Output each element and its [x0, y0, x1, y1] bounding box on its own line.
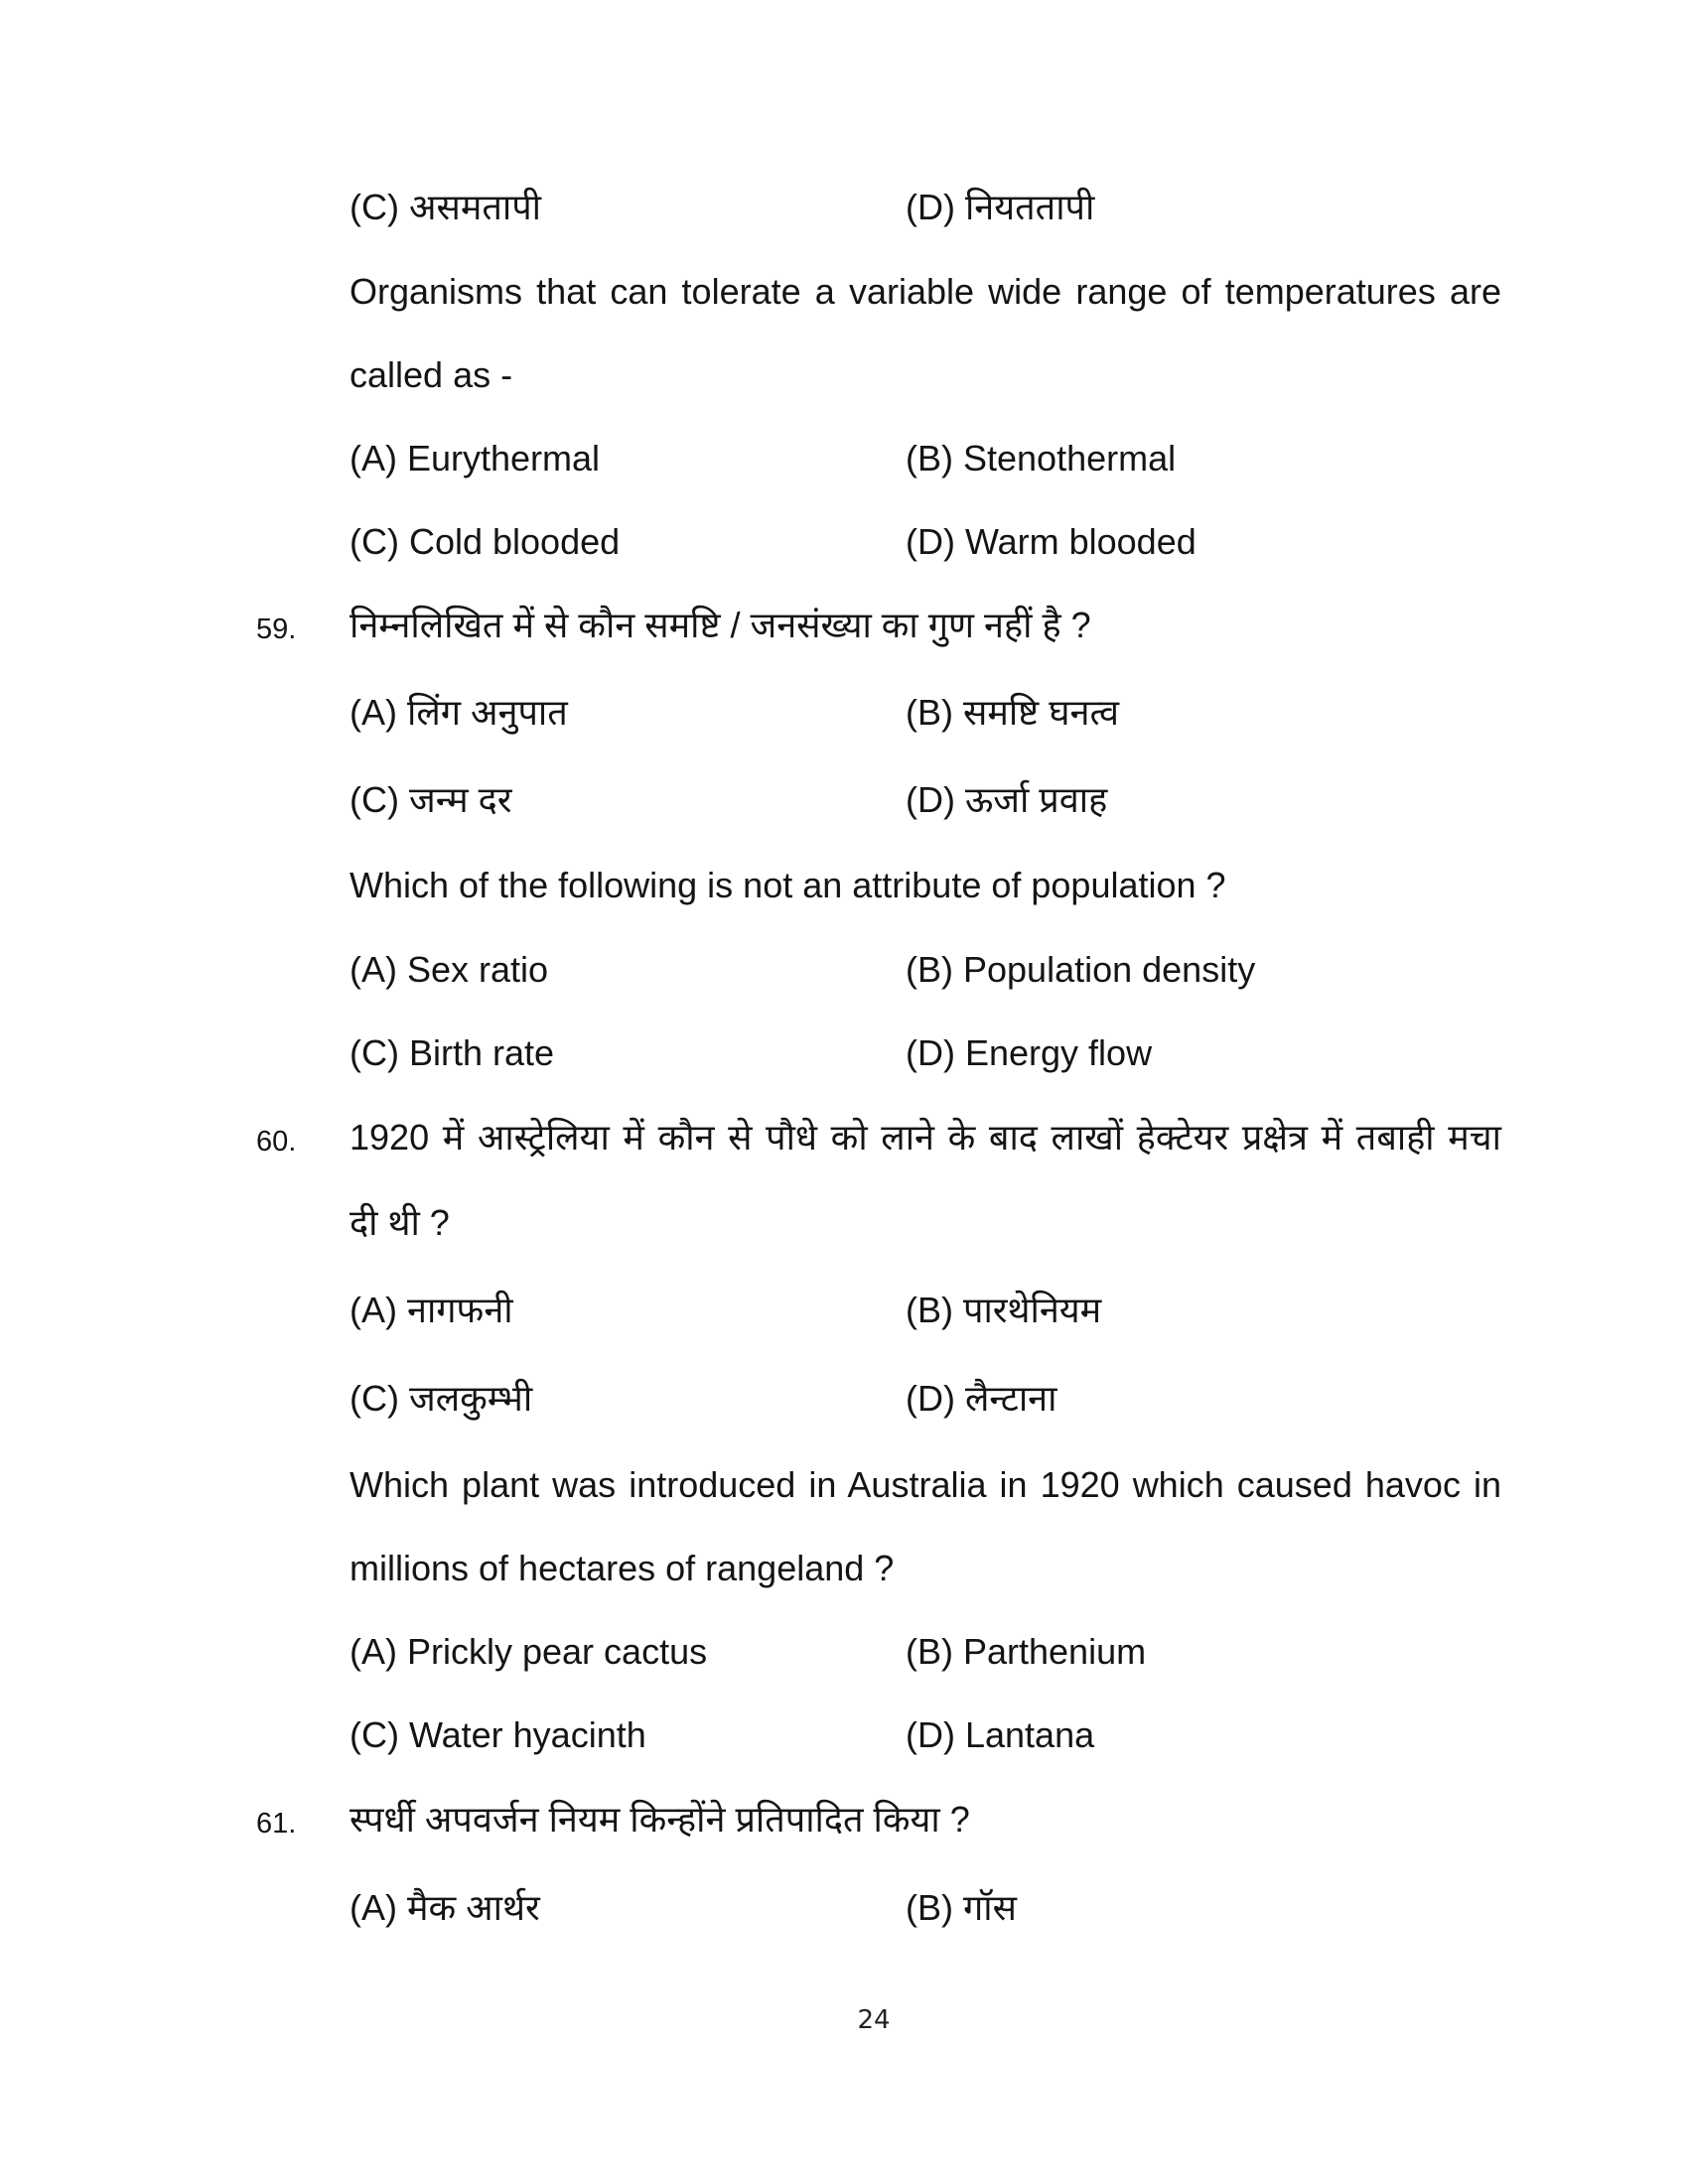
q60-hindi-option-c: (C) जलकुम्भी [350, 1378, 533, 1419]
q60-english-option-a: (A) Prickly pear cactus [350, 1631, 708, 1672]
q61-hindi-stem: स्पर्धी अपवर्जन नियम किन्होंने प्रतिपादित किया ? [350, 1799, 970, 1840]
question-number-61: 61. [256, 1808, 297, 1840]
q60-english-stem-line2: millions of hectares of rangeland ? [350, 1548, 895, 1588]
prev-english-stem-line2: called as - [350, 354, 513, 395]
q60-hindi-option-a: (A) नागफनी [350, 1290, 513, 1330]
q59-hindi-option-b: (B) समष्टि घनत्व [906, 692, 1120, 733]
page-number: 24 [857, 2005, 891, 2035]
prev-hindi-option-c: (C) असमतापी [350, 187, 541, 227]
q60-hindi-stem-line2: दी थी ? [350, 1202, 450, 1243]
q61-hindi-option-a: (A) मैक आर्थर [350, 1887, 540, 1928]
q60-hindi-stem-line1: 1920 में आस्ट्रेलिया में कौन से पौधे को लाने के बाद लाखों हेक्टेयर प्रक्षेत्र में तबाही मचा [350, 1117, 1501, 1158]
q60-english-option-d: (D) Lantana [906, 1714, 1095, 1755]
question-number-59: 59. [256, 614, 297, 645]
q59-english-stem: Which of the following is not an attribute of population ? [350, 865, 1226, 905]
q59-english-option-d: (D) Energy flow [906, 1032, 1153, 1073]
q59-hindi-option-d: (D) ऊर्जा प्रवाह [906, 779, 1108, 820]
prev-english-option-c: (C) Cold blooded [350, 521, 621, 562]
q59-english-option-c: (C) Birth rate [350, 1032, 555, 1073]
q60-hindi-option-d: (D) लैन्टाना [906, 1378, 1057, 1419]
question-number-60: 60. [256, 1126, 297, 1158]
q59-hindi-stem: निम्नलिखित में से कौन समष्टि / जनसंख्या का गुण नहीं है ? [350, 605, 1091, 645]
prev-english-option-b: (B) Stenothermal [906, 438, 1177, 478]
q60-english-option-c: (C) Water hyacinth [350, 1714, 646, 1755]
q61-hindi-option-b: (B) गॉस [906, 1887, 1017, 1928]
prev-english-option-a: (A) Eurythermal [350, 438, 601, 478]
q60-english-option-b: (B) Parthenium [906, 1631, 1147, 1672]
q60-hindi-option-b: (B) पारथेनियम [906, 1290, 1102, 1330]
q60-english-stem-line1: Which plant was introduced in Australia in 1920 which caused havoc in [350, 1464, 1501, 1505]
prev-hindi-option-d: (D) नियततापी [906, 187, 1095, 227]
prev-english-option-d: (D) Warm blooded [906, 521, 1196, 562]
q59-hindi-option-c: (C) जन्म दर [350, 779, 512, 820]
q59-english-option-b: (B) Population density [906, 949, 1256, 990]
q59-english-option-a: (A) Sex ratio [350, 949, 549, 990]
q59-hindi-option-a: (A) लिंग अनुपात [350, 692, 568, 733]
prev-english-stem-line1: Organisms that can tolerate a variable wide range of temperatures are [350, 271, 1501, 312]
